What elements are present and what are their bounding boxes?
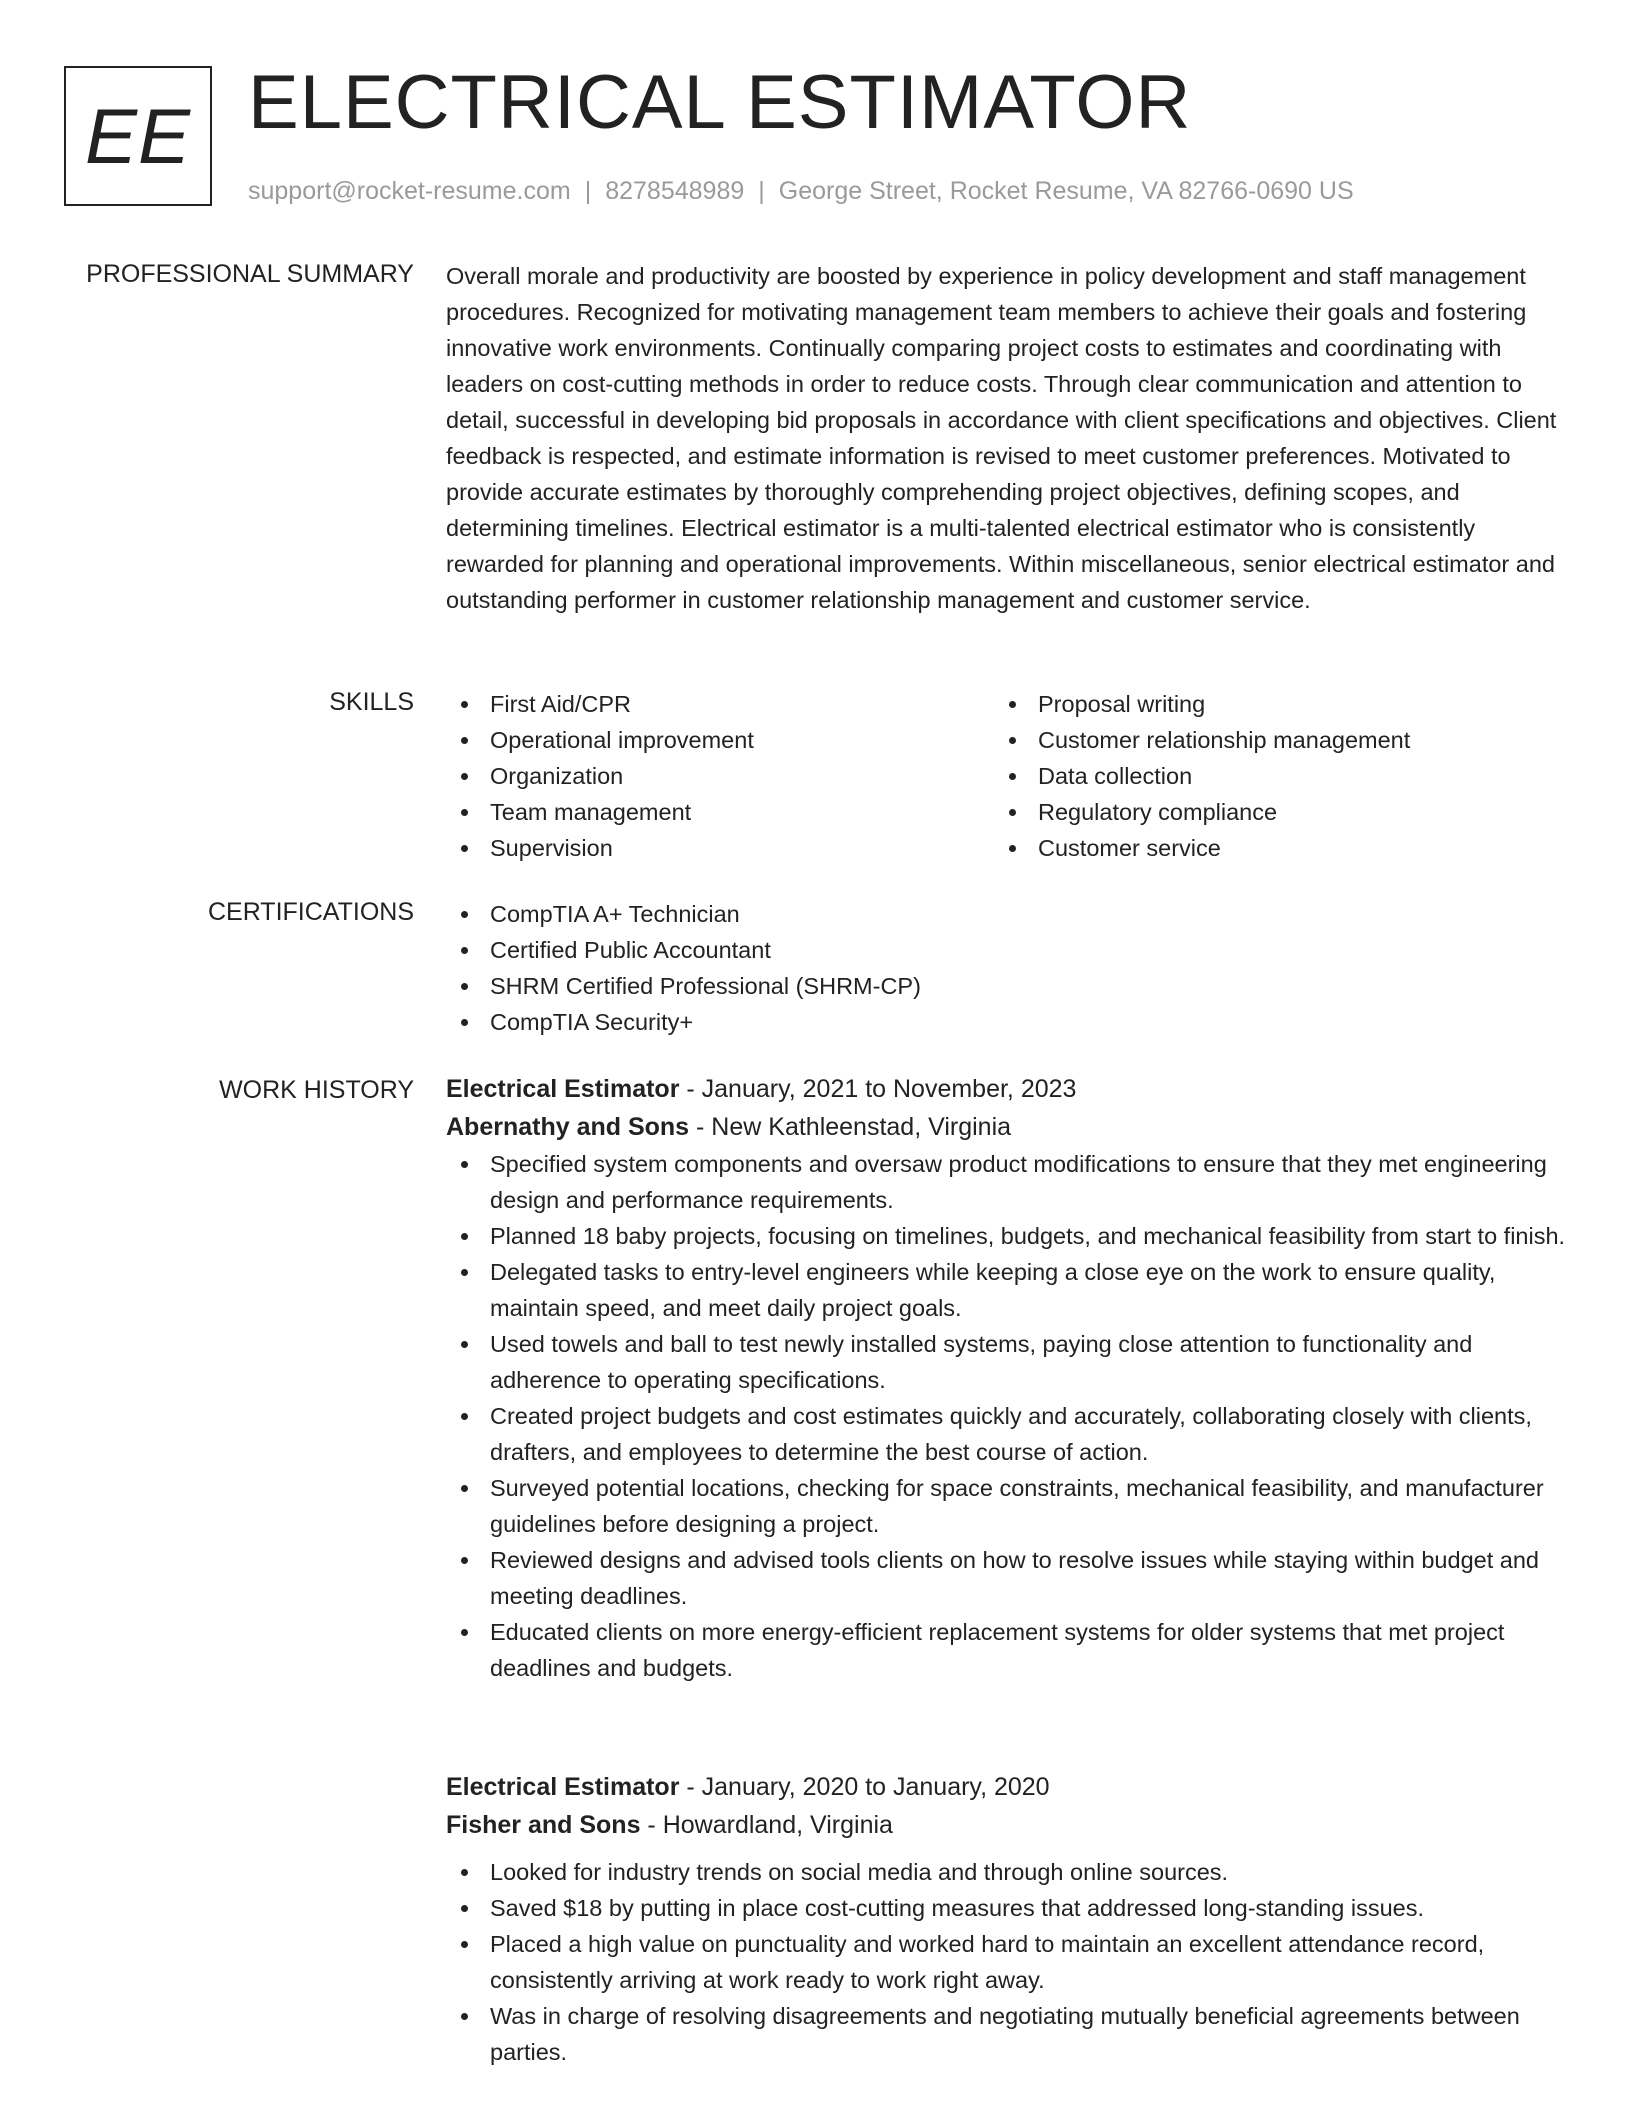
certifications-section — [446, 896, 1566, 1040]
skills-list-left — [446, 686, 994, 866]
job-title-line — [446, 1768, 1566, 1806]
list-item: Saved $18 by putting in place cost-cutting measures that addressed long-standing issues. — [446, 1890, 1566, 1926]
contact-email: support@rocket-resume.com — [248, 177, 571, 205]
list-item: Planned 18 baby projects, focusing on timelines, budgets, and mechanical feasibility from start to finish. — [446, 1218, 1566, 1254]
job-bullets — [446, 1854, 1566, 2070]
skills-section — [446, 686, 1566, 866]
list-item: Team management — [446, 794, 994, 830]
job-entry — [446, 1768, 1566, 2070]
job-title: Electrical Estimator — [446, 1773, 680, 1801]
skills-list-right — [994, 686, 1542, 866]
contact-address: George Street, Rocket Resume, VA 82766-0690 US — [778, 177, 1354, 205]
section-label-skills: SKILLS — [329, 688, 414, 716]
candidate-name: ELECTRICAL ESTIMATOR — [248, 60, 1192, 145]
list-item: SHRM Certified Professional (SHRM-CP) — [446, 968, 1566, 1004]
job-employer: Fisher and Sons — [446, 1811, 641, 1839]
list-item: CompTIA Security+ — [446, 1004, 1566, 1040]
list-item: Customer relationship management — [994, 722, 1542, 758]
list-item: Organization — [446, 758, 994, 794]
job-location: - New Kathleenstad, Virginia — [689, 1113, 1012, 1141]
contact-phone: 8278548989 — [605, 177, 745, 205]
list-item: Delegated tasks to entry-level engineers while keeping a close eye on the work to ensure quality, maintain speed, and meet daily project goals. — [446, 1254, 1566, 1326]
list-item: Surveyed potential locations, checking for space constraints, mechanical feasibility, and manufacturer guidelines before designing a project. — [446, 1470, 1566, 1542]
contact-line — [248, 175, 1354, 207]
list-item: Customer service — [994, 830, 1542, 866]
list-item: Reviewed designs and advised tools clients on how to resolve issues while staying within budget and meeting deadlines. — [446, 1542, 1566, 1614]
list-item: Data collection — [994, 758, 1542, 794]
summary-section — [446, 258, 1566, 618]
section-label-work-history: WORK HISTORY — [219, 1076, 414, 1104]
list-item: Created project budgets and cost estimates quickly and accurately, collaborating closely with clients, drafters, and employees to determine the best course of action. — [446, 1398, 1566, 1470]
list-item: Operational improvement — [446, 722, 994, 758]
list-item: Certified Public Accountant — [446, 932, 1566, 968]
job-entry — [446, 1070, 1566, 1686]
list-item: Used towels and ball to test newly installed systems, paying close attention to functionality and adherence to operating specifications. — [446, 1326, 1566, 1398]
list-item: Looked for industry trends on social media and through online sources. — [446, 1854, 1566, 1890]
skills-grid — [446, 686, 1566, 866]
contact-separator: | — [584, 177, 592, 205]
job-employer: Abernathy and Sons — [446, 1113, 690, 1141]
list-item: CompTIA A+ Technician — [446, 896, 1566, 932]
job-bullets — [446, 1146, 1566, 1686]
list-item: Specified system components and oversaw product modifications to ensure that they met engineering design and performance requirements. — [446, 1146, 1566, 1218]
monogram-logo: EE — [64, 66, 212, 206]
section-label-summary: PROFESSIONAL SUMMARY — [86, 260, 414, 288]
list-item: Educated clients on more energy-efficient replacement systems for older systems that met project deadlines and budgets. — [446, 1614, 1566, 1686]
list-item: First Aid/CPR — [446, 686, 994, 722]
list-item: Supervision — [446, 830, 994, 866]
summary-text: Overall morale and productivity are boosted by experience in policy development and staff management procedures. Recognized for motivating management team members to achieve their goals and fostering innovative work environments. Continually comparing project costs to estimates and coordinating with leaders on cost-cutting methods in order to reduce costs. Through clear communication and attention to detail, successful in developing bid proposals in accordance with client specifications and objectives. Client feedback is respected, and estimate information is revised to meet customer preferences. Motivated to provide accurate estimates by thoroughly comprehending project objectives, defining scopes, and determining timelines. Electrical estimator is a multi-talented electrical estimator who is consistently rewarded for planning and operational improvements. Within miscellaneous, senior electrical estimator and outstanding performer in customer relationship management and customer service. — [446, 263, 1557, 613]
list-item: Was in charge of resolving disagreements and negotiating mutually beneficial agreements between parties. — [446, 1998, 1566, 2070]
job-title: Electrical Estimator — [446, 1075, 680, 1103]
certifications-list — [446, 896, 1566, 1040]
job-dates: - January, 2021 to November, 2023 — [679, 1075, 1077, 1103]
list-item: Placed a high value on punctuality and worked hard to maintain an excellent attendance record, consistently arriving at work ready to work right away. — [446, 1926, 1566, 1998]
list-item: Proposal writing — [994, 686, 1542, 722]
section-label-certifications: CERTIFICATIONS — [207, 898, 414, 926]
contact-separator: | — [758, 177, 765, 205]
job-employer-line — [446, 1108, 1566, 1146]
job-employer-line — [446, 1806, 1566, 1844]
job-dates: - January, 2020 to January, 2020 — [679, 1773, 1050, 1801]
job-title-line — [446, 1070, 1566, 1108]
list-item: Regulatory compliance — [994, 794, 1542, 830]
job-location: - Howardland, Virginia — [640, 1811, 893, 1839]
